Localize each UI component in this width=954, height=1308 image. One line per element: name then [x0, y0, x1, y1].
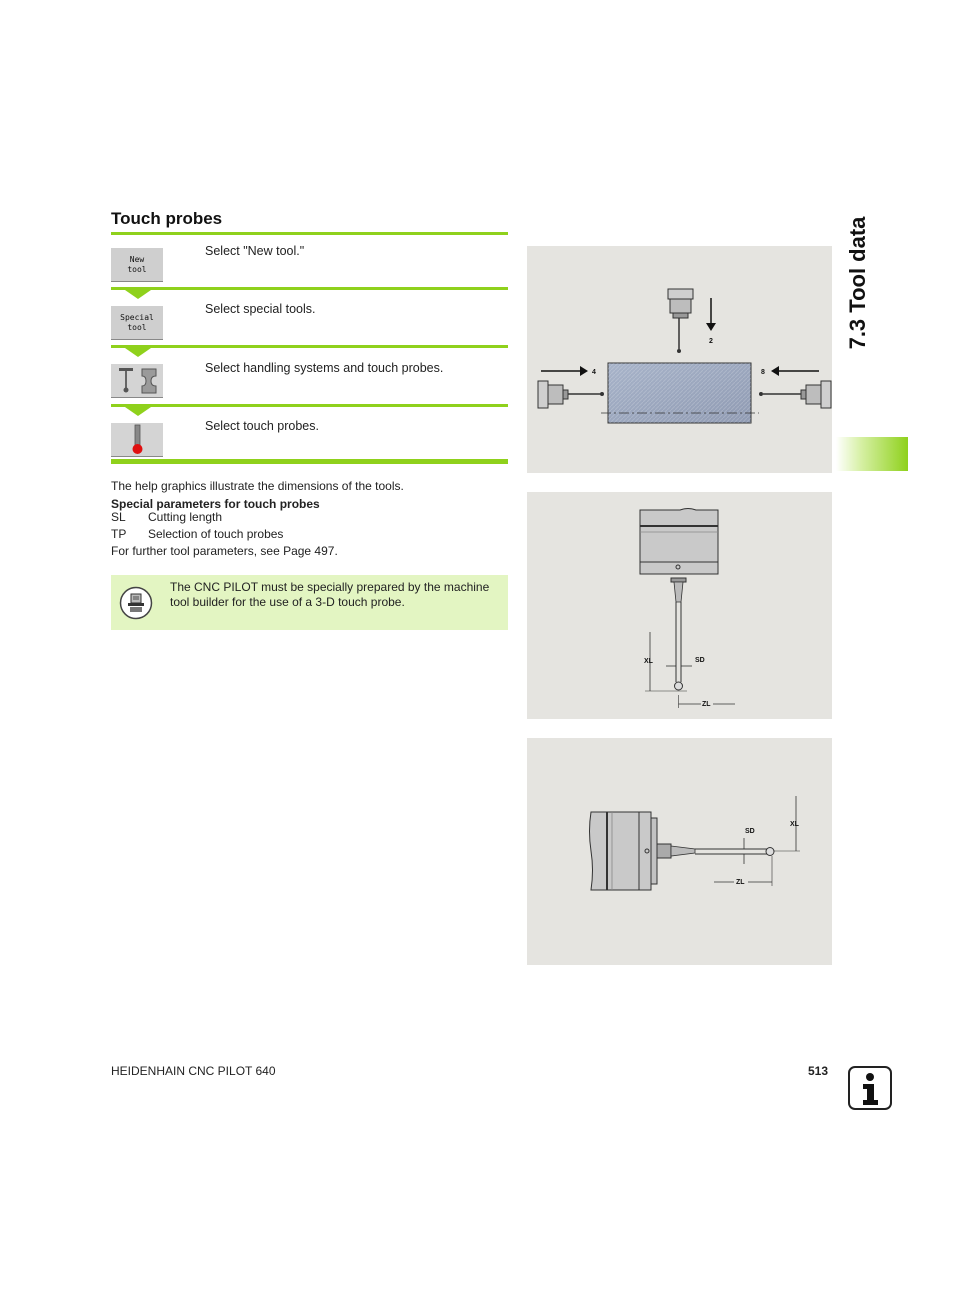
- step-arrow: [125, 348, 151, 357]
- touch-probes-softkey[interactable]: [111, 423, 163, 457]
- chapter-side-title-text: 7.3 Tool data: [845, 216, 870, 350]
- step-text: Select special tools.: [205, 302, 316, 316]
- further-params-text: For further tool parameters, see Page 497.: [111, 544, 338, 558]
- intro-text: The help graphics illustrate the dimensions of the tools.: [111, 479, 404, 493]
- figure-probe-horizontal: [527, 738, 832, 965]
- fig1-label-2: 2: [709, 338, 713, 345]
- touch-probe-icon: [111, 423, 163, 456]
- step-text: Select handling systems and touch probes.: [205, 361, 444, 375]
- step-text: Select "New tool.": [205, 244, 305, 258]
- step-text: Select touch probes.: [205, 419, 319, 433]
- figure-1-graphic: [527, 246, 832, 473]
- param-desc: Selection of touch probes: [148, 527, 284, 541]
- param-desc: Cutting length: [148, 510, 223, 524]
- param-code: TP: [111, 527, 127, 541]
- step-divider: [111, 232, 508, 235]
- chapter-tab: [836, 437, 908, 471]
- step-divider: [111, 287, 508, 290]
- handling-systems-icon: [111, 364, 163, 397]
- step-arrow: [125, 407, 151, 416]
- footer-page-number: 513: [808, 1064, 829, 1078]
- fig2-label-xl: XL: [644, 658, 653, 665]
- fig3-label-sd: SD: [745, 828, 755, 835]
- figure-3-graphic: [527, 738, 832, 965]
- section-title: Touch probes: [111, 209, 223, 228]
- fig3-label-zl: ZL: [736, 879, 745, 886]
- chapter-side-title: [834, 213, 882, 353]
- fig3-label-xl: XL: [790, 821, 799, 828]
- figure-probe-directions: [527, 246, 832, 473]
- note-box: [111, 575, 508, 630]
- footer-manual-name: HEIDENHAIN CNC PILOT 640: [111, 1064, 276, 1078]
- step-divider: [111, 345, 508, 348]
- fig1-label-4: 4: [592, 369, 596, 376]
- special-tool-softkey[interactable]: Special tool: [111, 306, 163, 340]
- new-tool-softkey[interactable]: New tool: [111, 248, 163, 282]
- handling-systems-softkey[interactable]: [111, 364, 163, 398]
- figure-2-graphic: [527, 492, 832, 719]
- info-icon: [848, 1066, 892, 1110]
- step-divider-end: [111, 459, 508, 464]
- figure-probe-vertical: [527, 492, 832, 719]
- param-code: SL: [111, 510, 126, 524]
- params-heading: Special parameters for touch probes: [111, 497, 320, 511]
- fig1-label-8: 8: [761, 369, 765, 376]
- fig2-label-zl: ZL: [702, 701, 711, 708]
- note-text: The CNC PILOT must be specially prepared by the machine tool builder for the use of a 3-D touch probe.: [170, 580, 490, 609]
- step-divider: [111, 404, 508, 407]
- machine-note-icon: [119, 586, 153, 620]
- fig2-label-sd: SD: [695, 657, 705, 664]
- step-arrow: [125, 290, 151, 299]
